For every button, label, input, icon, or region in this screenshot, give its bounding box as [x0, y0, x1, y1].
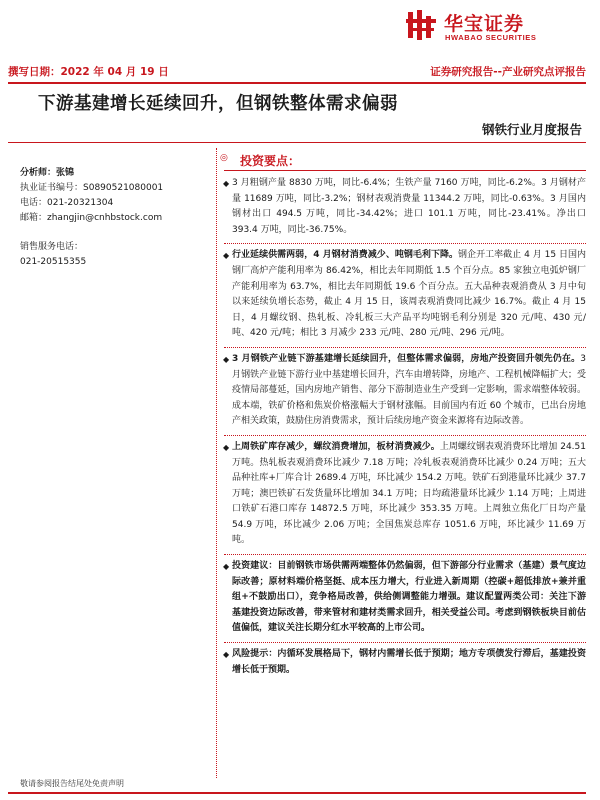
- bullet-downstream: [224, 352, 586, 430]
- bullet-supply-demand: [224, 248, 586, 342]
- target-icon: ◎: [220, 153, 228, 163]
- brand-logo: [404, 6, 594, 46]
- meta-row: [8, 64, 586, 78]
- brand-name-en: HWABAO SECURITIES: [445, 33, 537, 42]
- analyst-email[interactable]: 邮箱：zhangjin@cnhbstock.com: [20, 213, 163, 223]
- bullet-diamond-icon: ◆: [223, 650, 230, 660]
- bullet-separator: [224, 435, 586, 436]
- bullet-diamond-icon: ◆: [223, 179, 230, 188]
- key-points: [220, 150, 587, 678]
- page-title: 下游基建增长延续回升，但钢铁整体需求偏弱: [38, 94, 398, 114]
- section-header: [220, 150, 586, 170]
- analyst-name: 分析师：张锦: [20, 168, 75, 178]
- bullet-separator: [224, 554, 586, 555]
- top-divider: [8, 82, 586, 84]
- bullet-text: 钢企开工率截止 4 月 15 日国内钢厂高炉产能利用率为 86.42%，相比去年同期低 1.5 个百分点。85 家独立电弧炉钢厂产能利用率为 63.7%，相比去年同期低 19.6 个百分点。五大品种表观消费从 3 月中旬以来延续负增长态势，截止 4 月 15 日，该周表观消费同比减少 16.7%。截止 4 月 15 日，4 月螺纹钢、热轧板、冷轧板三大产品平均吨钢毛利分别是 320 元/吨、430 元/吨、420 元/吨；相比 3 月减少 233 元/吨、280 元/吨、296 元/吨。: [232, 250, 587, 339]
- bullet-text: 3 月粗钢产量 8830 万吨，同比-6.4%；生铁产量 7160 万吨，同比-6.2%。3 月钢材产量 11689 万吨，同比-3.2%；钢材表观消费量 11344.2 万吨，同比-0.63%。3 月国内钢材出口 494.5 万吨，同比-34.42%；进口 101.1 万吨，同比-23.41%。净出口 393.4 万吨，同比-36.75%。: [232, 178, 586, 235]
- section-divider: [224, 170, 586, 171]
- bullet-diamond-icon: ◆: [223, 442, 230, 452]
- bullet-investment-advice: [224, 559, 586, 637]
- bullet-inventory: [224, 440, 586, 549]
- bullet-lead: 3 月钢铁产业链下游基建增长延续回升，但整体需求偏弱，房地产投资回升领先仍在。: [232, 353, 581, 364]
- analyst-cert: 执业证书编号：S0890521080001: [20, 183, 164, 193]
- hwabao-logo-icon: [404, 8, 438, 42]
- sales-label: 销售服务电话：: [20, 242, 84, 252]
- brand-name-cn: 华宝证券: [444, 13, 525, 35]
- bullet-separator: [224, 347, 586, 348]
- title-divider: [8, 142, 586, 143]
- bullet-lead: 上周铁矿库存减少，螺纹消费增加，板材消费减少。: [232, 441, 440, 452]
- bullet-lead: 行业延续供需两弱，4 月钢材消费减少、吨钢毛利下降。: [232, 250, 459, 261]
- section-title: 投资要点：: [240, 154, 301, 168]
- analyst-sidebar: [20, 166, 200, 270]
- bottom-divider: [8, 792, 586, 794]
- bullet-diamond-icon: ◆: [223, 354, 230, 364]
- analyst-phone: 电话：021-20321304: [20, 198, 114, 208]
- bullet-lead: 投资建议：目前钢铁市场供需两端整体仍然偏弱，但下游部分行业需求（基建）景气度边际改善；原材料端价格坚挺、成本压力增大，行业进入新周期（控碳+超低排放+兼并重组+不鼓励出口），竞争格局改善，供给侧调整能力增强。建议配置两类公司：关注下游基建投资边际改善，带来管材和建材类需求回升，相关受益公司。考虑到钢铁板块目前估值偏低，建议关注长期分红水平较高的上市公司。: [232, 561, 586, 634]
- bullet-separator: [224, 243, 586, 244]
- bullet-text: 3 月钢铁产业链下游行业中基建增长回升，汽车由增转降，房地产、工程机械降幅扩大；受疫情局部蔓延，国内房地产销售、部分下游制造业生产受到一定影响，需求端整体较弱。成本端，铁矿价格和焦炭价格涨幅大于钢材涨幅。目前国内有近 60 个城市，已出台房地产相关政策，鼓励住房消费需求，预计后续房地产资金来源将有边际改善。: [232, 353, 586, 427]
- page-subtitle: 钢铁行业月度报告: [481, 122, 582, 137]
- column-divider: [216, 148, 217, 778]
- report-date: 撰写日期：2022 年 04 月 19 日: [8, 66, 169, 78]
- bullet-production: [224, 176, 586, 238]
- bullet-diamond-icon: ◆: [223, 562, 230, 572]
- bullet-diamond-icon: ◆: [223, 251, 230, 261]
- bullet-lead: 风险提示：内循环发展格局下，钢材内需增长低于预期；地方专项债发行滞后，基建投资增长低于预期。: [232, 649, 586, 675]
- bullet-risk: [224, 647, 586, 678]
- bullet-separator: [224, 642, 586, 643]
- sidebar-spacer: [20, 226, 200, 240]
- report-type: 证券研究报告--产业研究点评报告: [430, 66, 586, 78]
- sales-phone: 021-20515355: [20, 257, 87, 267]
- bullet-text: 上周螺纹钢表观消费环比增加 24.51 万吨。热轧板表观消费环比减少 7.18 万吨；冷轧板表观消费环比减少 0.24 万吨；五大品种社库+厂库合计 2689.4 万吨，环比减少 154.2 万吨。铁矿石到港量环比减少 37.7 万吨；澳巴铁矿石发货量环比增加 34.1 万吨；日均疏港量环比减少 1.14 万吨；上周进口铁矿石港口库存 14872.5 万吨，环比减少 353.35 万吨。上周独立焦化厂日均产量 54.9 万吨，环比减少 2.06 万吨；全国焦炭总库存 1051.6 万吨，环比减少 11.69 万吨。: [232, 441, 586, 546]
- footer-disclaimer: 敬请参阅报告结尾处免责声明: [20, 779, 124, 788]
